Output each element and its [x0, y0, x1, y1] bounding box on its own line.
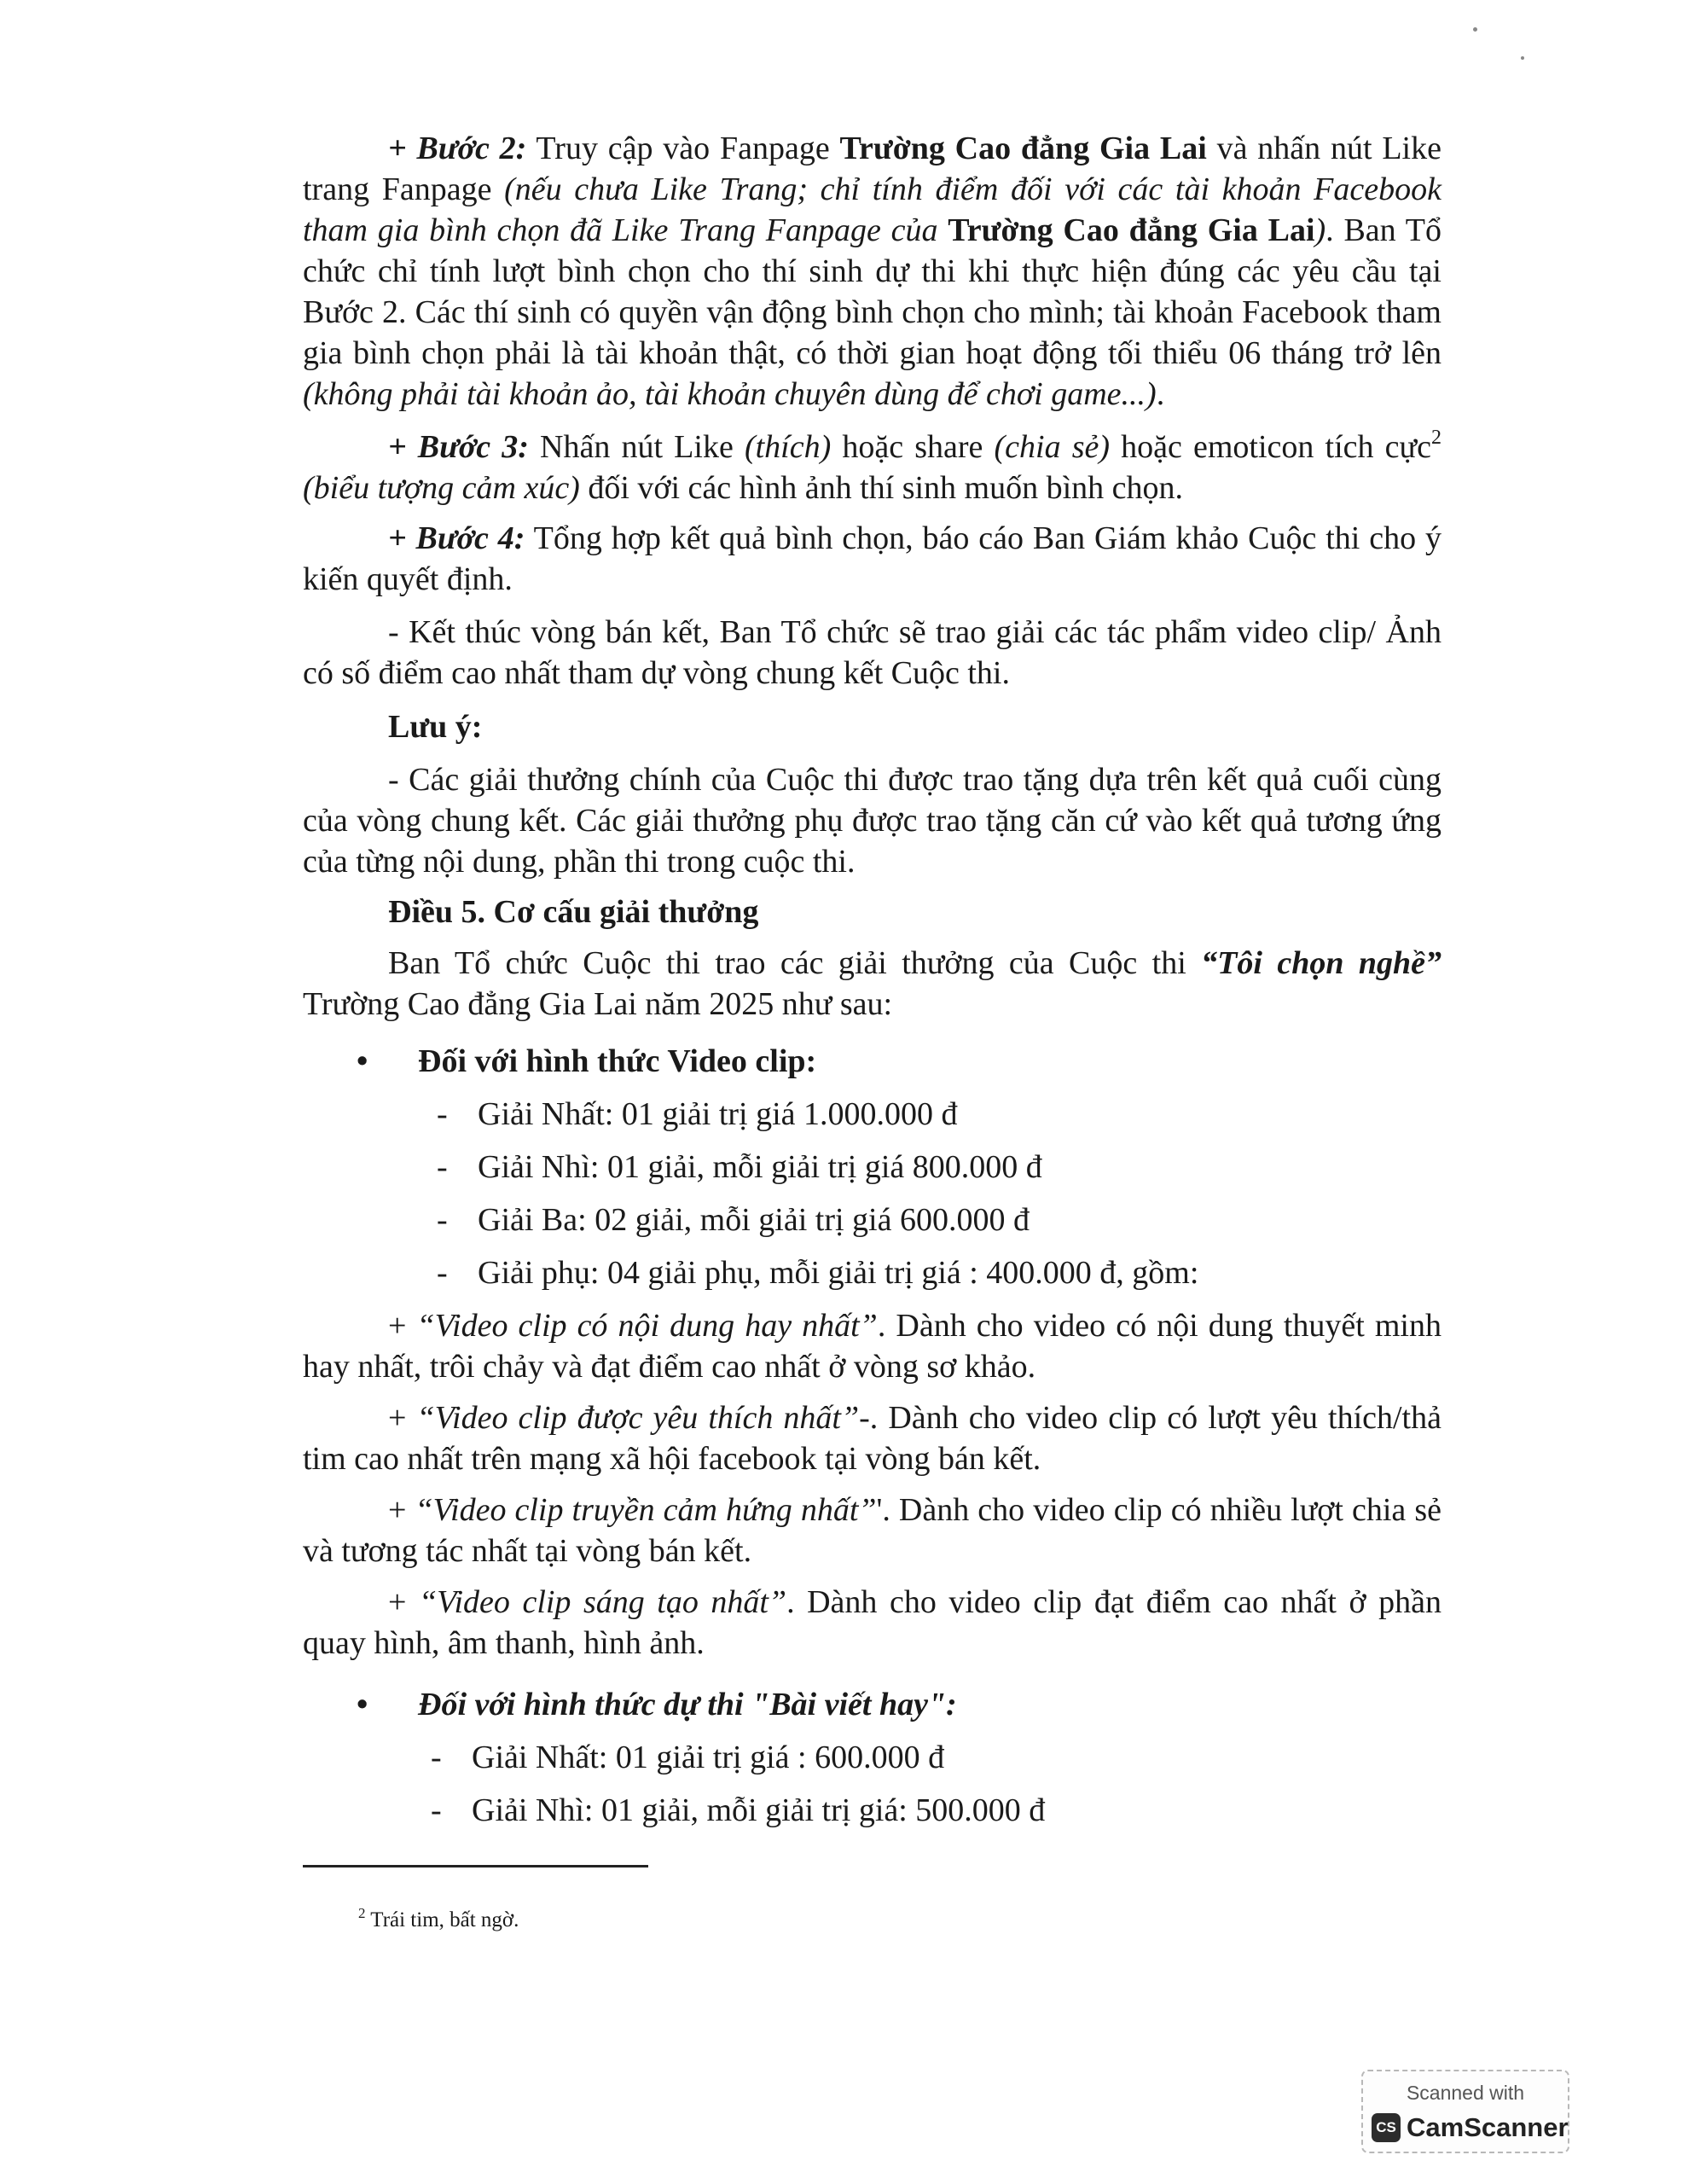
footnote-separator	[303, 1865, 648, 1867]
prize-item	[437, 1094, 958, 1135]
award-title: “Video clip sáng tạo nhất”	[418, 1584, 787, 1620]
award-desc: . Dành cho video có nội dung thuyết minh hay nhất, trôi chảy và đạt điểm cao nhất ở vòng sơ khảo.	[303, 1308, 1441, 1385]
watermark-caption: Scanned with	[1406, 2082, 1525, 2104]
prize-item	[437, 1147, 1042, 1188]
step-label: + Bước 2:	[388, 131, 527, 166]
italic-note: (chia sẻ)	[994, 429, 1111, 465]
dash: -	[437, 1149, 448, 1185]
footnote-ref: 2	[1430, 427, 1441, 449]
watermark-brand-row	[1372, 2112, 1569, 2143]
plus-marker: +	[388, 1400, 417, 1436]
prize-item	[431, 1790, 1045, 1831]
sub-award	[303, 1582, 1441, 1664]
text: Tổng hợp kết quả bình chọn, báo cáo Ban Giám khảo Cuộc thi cho ý kiến quyết định.	[303, 520, 1441, 597]
prize-item	[437, 1252, 1198, 1293]
italic-note: )	[1314, 212, 1326, 248]
award-desc: '. Dành cho video clip có nhiều lượt chia sẻ và tương tác nhất tại vòng bán kết.	[303, 1492, 1442, 1569]
camscanner-watermark	[1361, 2070, 1569, 2153]
org-name: Trường Cao đẳng Gia Lai	[948, 212, 1315, 248]
sub-award	[303, 1397, 1441, 1479]
text: hoặc share	[831, 429, 995, 465]
text: và nhấn nút Like trang Fanpage	[303, 131, 1441, 207]
essay-section-heading	[357, 1684, 957, 1725]
watermark-brand: CamScanner	[1407, 2112, 1569, 2142]
prize-text: Giải phụ: 04 giải phụ, mỗi giải trị giá : 400.000 đ, gồm:	[478, 1255, 1199, 1291]
paragraph-buoc-4	[303, 518, 1441, 600]
text: hoặc emoticon tích cực	[1110, 429, 1431, 465]
footnote-number: 2	[358, 1905, 366, 1921]
prize-item	[437, 1199, 1030, 1240]
prize-text: Giải Nhất: 01 giải trị giá : 600.000 đ	[472, 1740, 945, 1775]
italic-note: (biểu tượng cảm xúc)	[303, 470, 580, 506]
dash: -	[431, 1792, 442, 1828]
award-desc: -. Dành cho video clip có lượt yêu thích/thả tim cao nhất trên mạng xã hội facebook tại vòng bán kết.	[303, 1400, 1441, 1477]
camscanner-logo-icon: CS	[1372, 2113, 1401, 2142]
award-title: “Video clip được yêu thích nhất”	[416, 1400, 860, 1436]
scan-speck	[1473, 27, 1477, 32]
dieu-5-heading: Điều 5. Cơ cấu giải thưởng	[388, 894, 759, 930]
italic-note: (không phải tài khoản ảo, tài khoản chuyên dùng để chơi game...)	[303, 376, 1157, 412]
text: . Ban Tổ chức chỉ tính lượt bình chọn cho thí sinh dự thi khi thực hiện đúng các yêu cầu tại Bước 2. Các thí sinh có quyền vận động bình chọn cho mình; tài khoản Facebook tham gia bình chọn phải là tài khoản thật, có thời gian hoạt động tối thiểu 06 tháng trở lên	[303, 212, 1441, 371]
text: đối với các hình ảnh thí sinh muốn bình chọn.	[579, 470, 1184, 506]
footnote-text: Trái tim, bất ngờ.	[365, 1908, 519, 1931]
italic-note: (thích)	[744, 429, 832, 465]
paragraph-luu-y: - Các giải thưởng chính của Cuộc thi được trao tặng dựa trên kết quả cuối cùng của vòng chung kết. Các giải thưởng phụ được trao tặng căn cứ vào kết quả tương ứng của từng nội dung, phần thi trong cuộc thi.	[303, 762, 1441, 880]
dash: -	[431, 1740, 442, 1775]
step-label: + Bước 4:	[388, 520, 525, 556]
dash: -	[437, 1255, 448, 1291]
text: Ban Tổ chức Cuộc thi trao các giải thưởng của Cuộc thi	[388, 945, 1202, 981]
heading-text: Đối với hình thức Video clip:	[418, 1043, 817, 1079]
paragraph-ket-thuc: - Kết thúc vòng bán kết, Ban Tổ chức sẽ trao giải các tác phẩm video clip/ Ảnh có số điểm cao nhất tham dự vòng chung kết Cuộc thi.	[303, 614, 1441, 691]
paragraph-dieu-5-intro	[303, 943, 1441, 1025]
text: .	[1156, 376, 1165, 412]
prize-text: Giải Nhất: 01 giải trị giá 1.000.000 đ	[478, 1096, 958, 1132]
award-desc: . Dành cho video clip đạt điểm cao nhất ở phần quay hình, âm thanh, hình ảnh.	[303, 1584, 1442, 1661]
dash: -	[437, 1202, 448, 1238]
prize-text: Giải Ba: 02 giải, mỗi giải trị giá 600.000 đ	[478, 1202, 1030, 1238]
award-title: “Video clip truyền cảm hứng nhất”	[415, 1492, 877, 1528]
scan-speck	[1521, 56, 1524, 60]
paragraph-buoc-2	[303, 128, 1441, 415]
award-title: “Video clip có nội dung hay nhất”	[416, 1308, 878, 1344]
text: Trường Cao đẳng Gia Lai năm 2025 như sau:	[303, 986, 893, 1022]
prize-text: Giải Nhì: 01 giải, mỗi giải trị giá 800.000 đ	[478, 1149, 1042, 1185]
plus-marker: +	[388, 1492, 415, 1528]
prize-text: Giải Nhì: 01 giải, mỗi giải trị giá: 500.000 đ	[472, 1792, 1046, 1828]
video-section-heading	[357, 1041, 816, 1082]
italic-note: (nếu chưa Like Trang; chỉ tính điểm đối với các tài khoản Facebook tham gia bình chọn đã Like Trang Fanpage của	[303, 171, 1441, 248]
paragraph-buoc-3	[303, 427, 1441, 508]
bullet: •	[357, 1043, 368, 1079]
footnote	[358, 1907, 519, 1934]
prize-item	[431, 1737, 944, 1778]
dash: -	[437, 1096, 448, 1132]
sub-award	[303, 1490, 1441, 1571]
sub-award	[303, 1305, 1441, 1387]
step-label: + Bước 3:	[388, 429, 529, 465]
luu-y-heading: Lưu ý:	[388, 709, 483, 745]
heading-text: Đối với hình thức dự thi "Bài viết hay":	[418, 1687, 957, 1722]
plus-marker: +	[388, 1584, 419, 1620]
bullet: •	[357, 1687, 368, 1722]
org-name: Trường Cao đẳng Gia Lai	[839, 131, 1207, 166]
text: Truy cập vào Fanpage	[526, 131, 840, 166]
text: Nhấn nút Like	[528, 429, 745, 465]
contest-title: “Tôi chọn nghề”	[1201, 945, 1441, 981]
plus-marker: +	[388, 1308, 417, 1344]
